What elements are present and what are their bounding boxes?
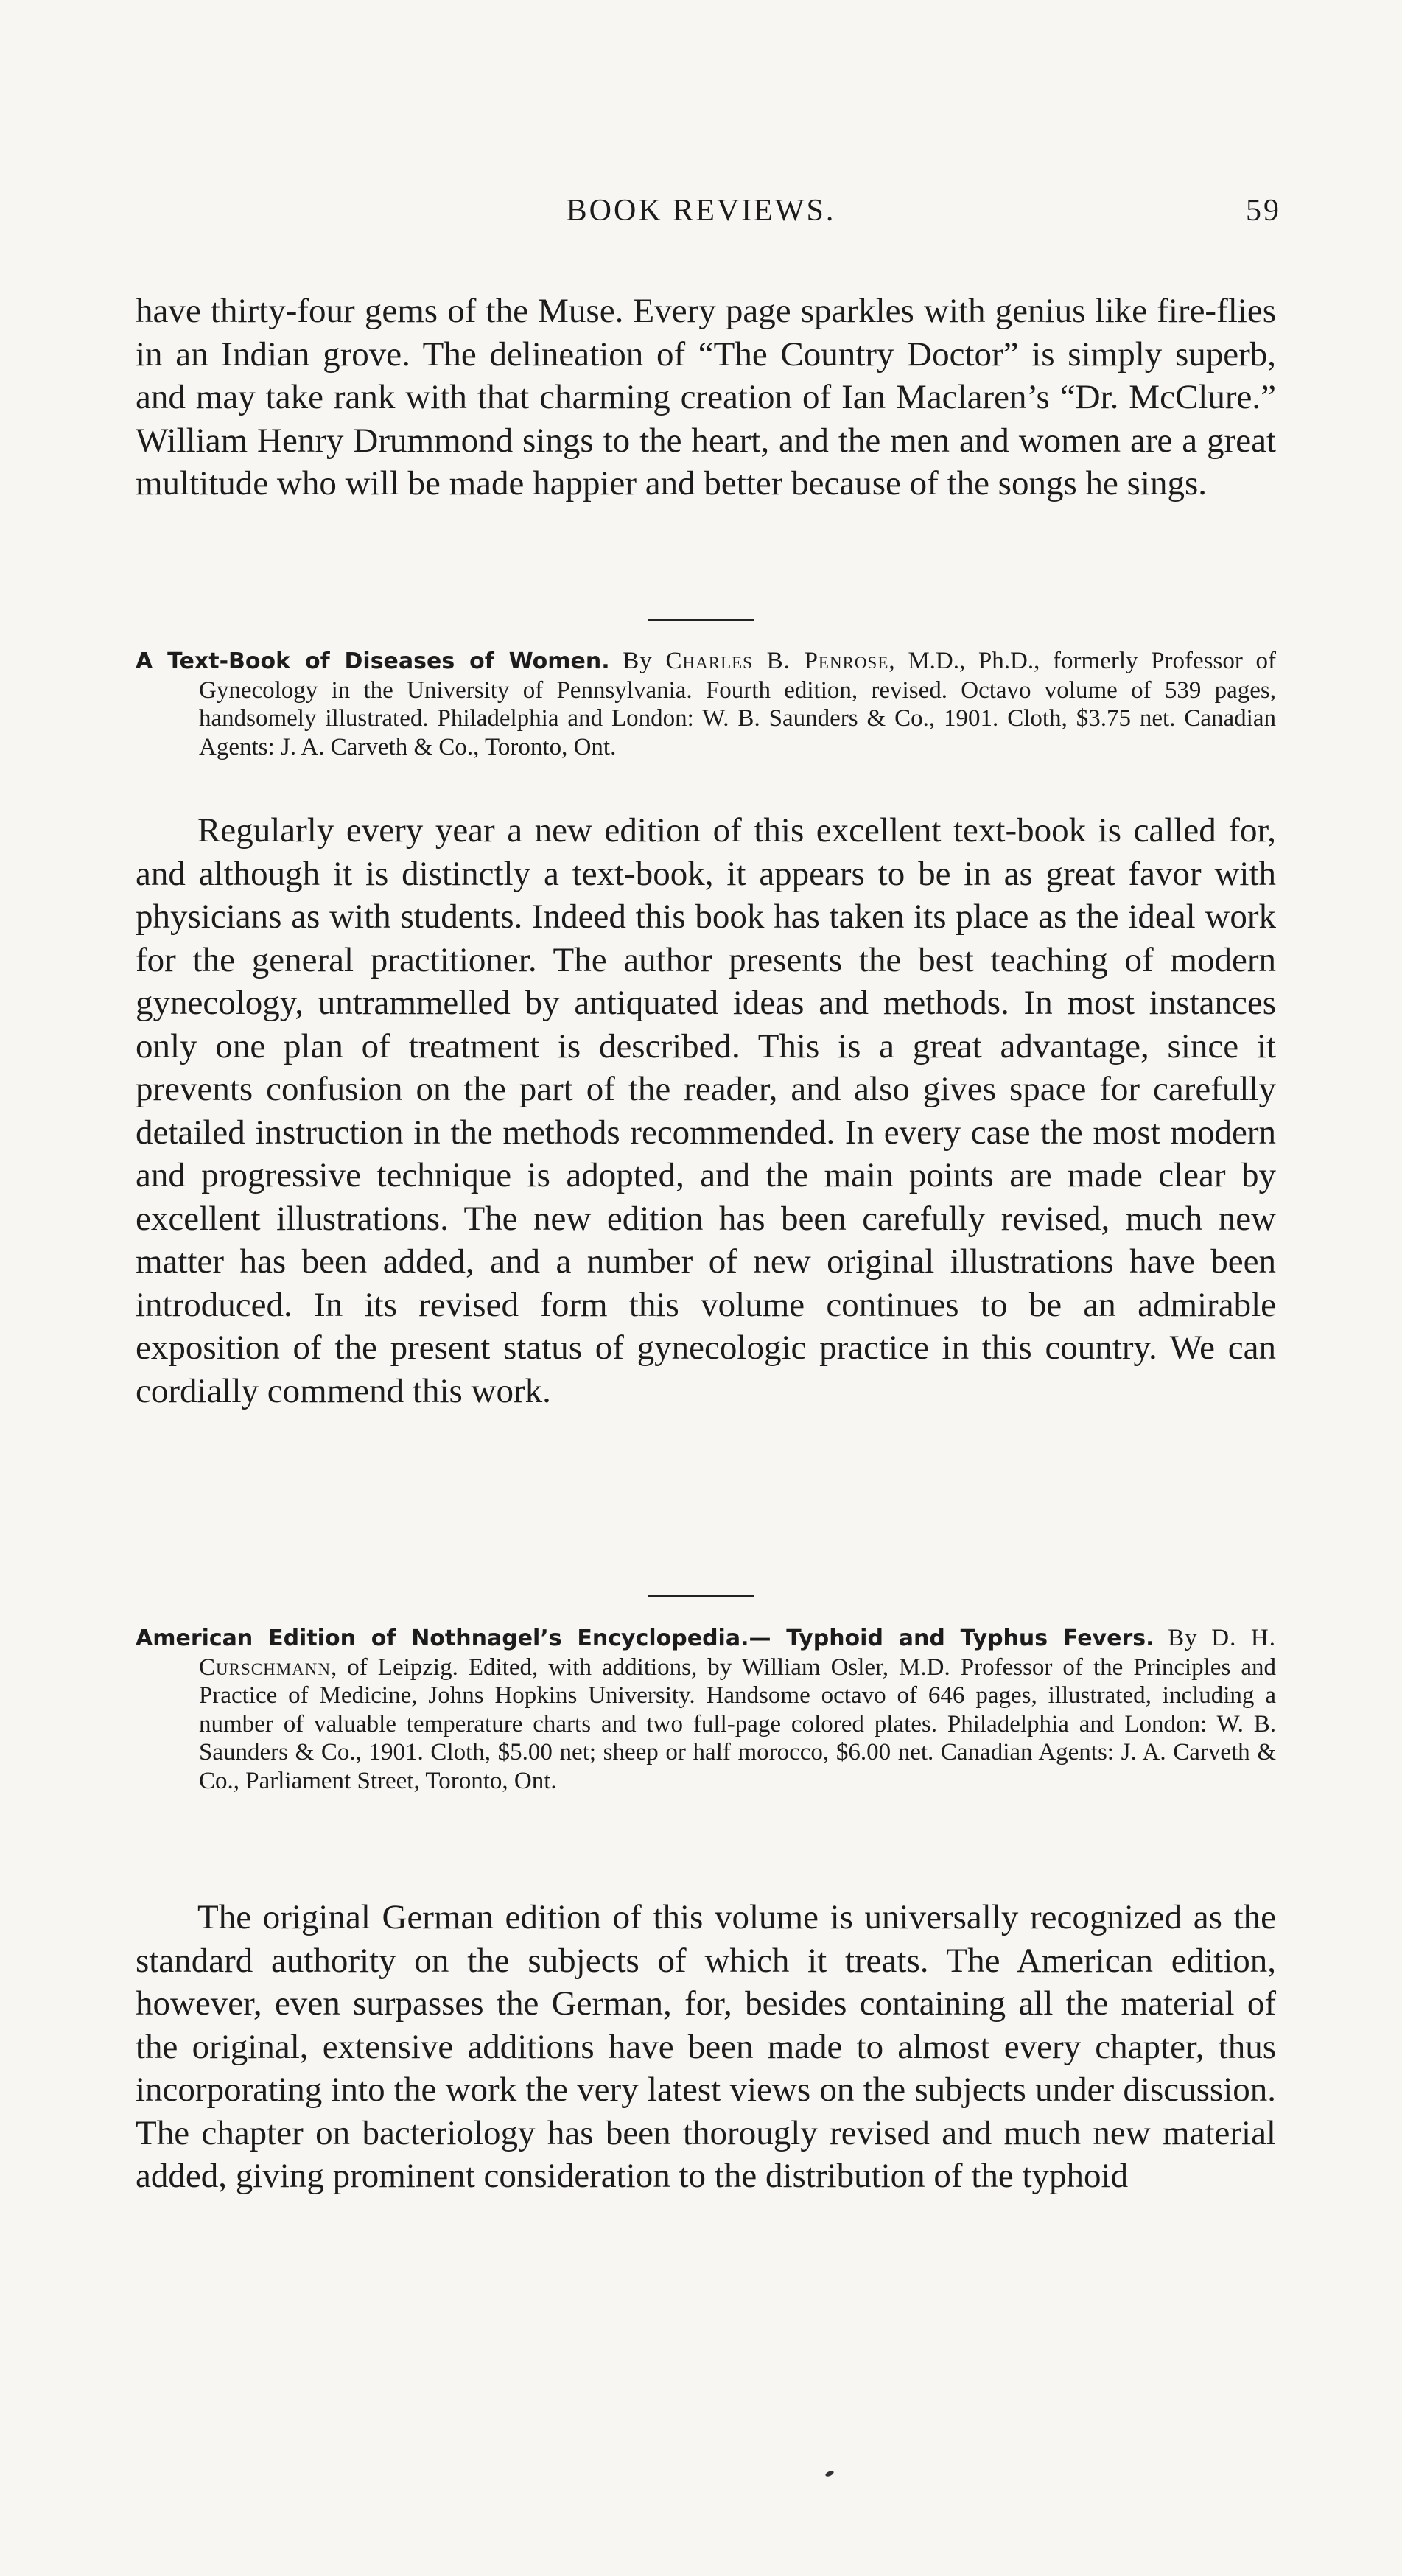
intro-paragraph-text: have thirty-four gems of the Muse. Every page sparkles with genius like fire-flies in an Indian grove. The delineation of “The Country Doctor” is simply superb, and may take rank with that charming creation of Ian Maclaren’s “Dr. McClure.” William Henry Drummond sings to the heart, and the men and women are a great multitude who will be made happier and better because of the songs he sings. [136,292,1276,503]
review1-body-text: Regularly every year a new edition of this excellent text-book is called for, and although it is distinctly a text-book, it appears to be in as great favor with physicians as with students. Indeed this book has taken its place as the ideal work for the general practitioner. The author presents the best teaching of modern gynecology, untrammelled by antiquated ideas and methods. In most instances only one plan of treatment is described. This is a great advantage, since it prevents confusion on the part of the reader, and also gives space for carefully detailed instruction in the methods recommended. In every case the most modern and progressive technique is adopted, and the main points are made clear by excellent illustrations. The new edition has been carefully revised, much new matter has been added, and a number of new original illustrations have been introduced. In its revised form this volume continues to be an admirable exposition of the present status of gynecologic practice in this country. We can cordially commend this work. [136,811,1276,1410]
review2-citation-title: American Edition of Nothnagel’s Encyclopedia.— Typhoid and Typhus Fevers. [136,1625,1154,1651]
review2-body [136,1896,1276,2198]
review1-citation-title: A Text-Book of Diseases of Women. [136,648,610,674]
review1-citation-by: By [623,648,653,674]
section-divider-2 [648,1595,754,1597]
review1-citation-author: Charles B. Penrose [665,648,889,674]
ink-speck [824,2470,834,2478]
running-head-title: BOOK REVIEWS. [566,194,836,228]
review2-citation-by: By [1168,1625,1198,1651]
review1-citation-details: , M.D., Ph.D., formerly Professor of Gynecology in the University of Pennsylvania. Fourth edition, revised. Octavo volume of 539 pages, handsomely illustrated. Philadelphia and London: W. B. Saunders & Co., 1901. Cloth, $3.75 net. Canadian Agents: J. A. Carveth & Co., Toronto, Ont. [199,648,1276,760]
review1-body [136,809,1276,1413]
intro-paragraph [136,290,1276,505]
review2-citation-details: , of Leipzig. Edited, with additions, by William Osler, M.D. Professor of the Principles and Practice of Medicine, Johns Hopkins University. Handsome octavo of 646 pages, illustrated, including a number of valuable temperature charts and two full-page colored plates. Philadelphia and London: W. B. Saunders & Co., 1901. Cloth, $5.00 net; sheep or half morocco, $6.00 net. Canadian Agents: J. A. Carveth & Co., Parliament Street, Toronto, Ont. [199,1653,1276,1794]
review2-citation [136,1624,1276,1795]
review1-citation [136,647,1276,761]
section-divider-1 [648,619,754,621]
review2-citation-author: D. H. Curschmann [199,1625,1277,1681]
page-number: 59 [1246,194,1281,228]
review2-body-text: The original German edition of this volume is universally recognized as the standard authority on the subjects of which it treats. The American edition, however, even surpasses the German, for, besides containing all the material of the original, extensive additions have been made to almost every chapter, thus incorporating into the work the very latest views on the subjects under discussion. The chapter on bacteriology has been thorougly revised and much new material added, giving prominent consideration to the distribution of the typhoid [136,1898,1276,2195]
